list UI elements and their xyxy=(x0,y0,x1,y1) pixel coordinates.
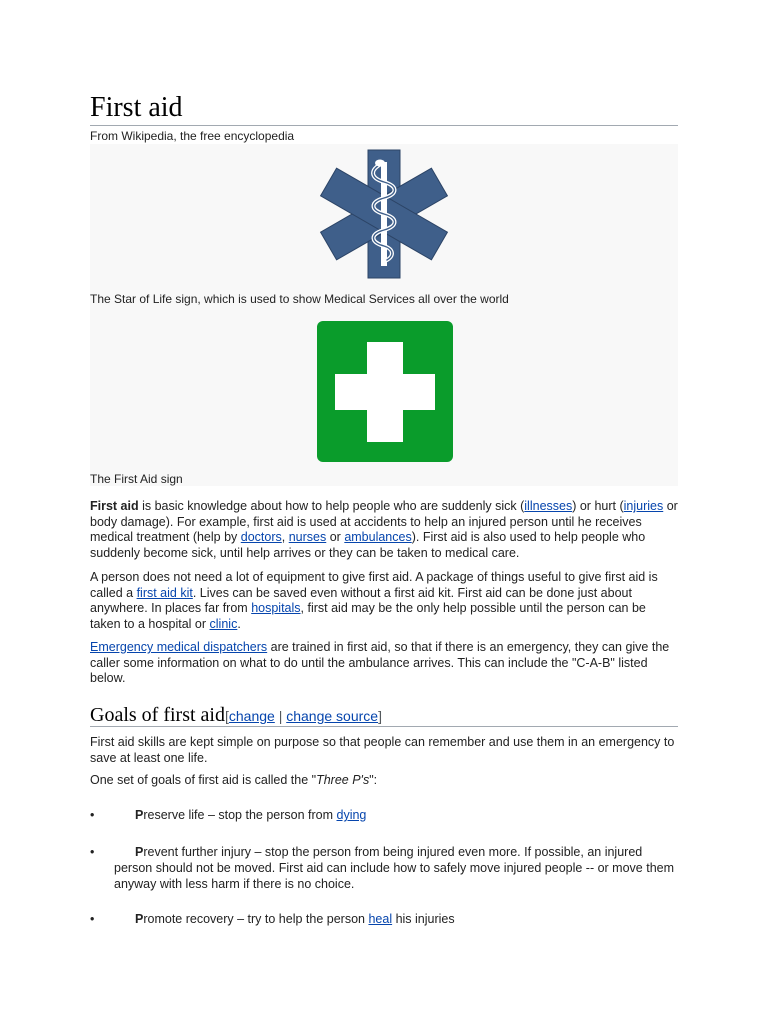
link-dying[interactable]: dying xyxy=(336,808,367,822)
initial-letter: P xyxy=(135,808,144,822)
three-ps-emphasis: Three P's xyxy=(316,773,370,787)
title-divider xyxy=(90,125,678,126)
section-heading-text: Goals of first aid xyxy=(90,704,225,726)
intro-paragraph-1 xyxy=(90,499,678,561)
link-ambulances[interactable]: ambulances xyxy=(344,530,412,545)
text: , xyxy=(281,530,289,545)
goals-paragraph-1: First aid skills are kept simple on purpose so that people can remember and use them in an emergency to save at least one life. xyxy=(90,735,675,765)
bracket: ] xyxy=(378,708,382,724)
text: revent further injury – stop the person from being injured even more. If possible, an injured person should not be moved. First aid can include how to safely move injured people -- or move them anyway with less harm if there is no choice. xyxy=(114,845,675,891)
star-of-life-caption: The Star of Life sign, which is used to show Medical Services all over the world xyxy=(90,292,509,306)
goals-paragraph-2 xyxy=(90,773,678,789)
link-clinic[interactable]: clinic xyxy=(209,616,238,631)
text: is basic knowledge about how to help people who are suddenly sick ( xyxy=(138,499,525,513)
link-injuries[interactable]: injuries xyxy=(623,499,664,513)
intro-paragraph-2 xyxy=(90,570,678,632)
text: ) or hurt ( xyxy=(572,499,624,513)
text: his injuries xyxy=(392,912,455,926)
text: are trained in first aid, so that if there is an emergency, they can give the caller some information on what to do until the ambulance arrives. This can include the "C-A-B" listed below. xyxy=(90,640,670,686)
text: ). First aid is also used to help people who suddenly become sick, until help arrives or they can be taken to medical care. xyxy=(90,530,646,560)
link-illnesses[interactable]: illnesses xyxy=(524,499,573,513)
list-item-text xyxy=(114,912,676,928)
bullet-icon: • xyxy=(90,912,95,926)
link-nurses[interactable]: nurses xyxy=(288,530,327,545)
bullet-icon: • xyxy=(90,808,95,822)
initial-letter: P xyxy=(135,845,144,859)
link-emergency-medical-dispatchers[interactable]: Emergency medical dispatchers xyxy=(90,640,268,654)
section-divider xyxy=(90,726,678,727)
first-aid-sign-image[interactable] xyxy=(316,320,454,463)
text: reserve life – stop the person from xyxy=(143,808,337,822)
text: , first aid may be the only help possible until the person can be taken to a hospital or xyxy=(90,601,646,631)
link-first-aid-kit[interactable]: first aid kit xyxy=(136,585,193,600)
first-aid-sign-caption: The First Aid sign xyxy=(90,472,183,486)
text: A person does not need a lot of equipment to give first aid. A package of things useful to give first aid is called a xyxy=(90,570,658,600)
section-edit-links xyxy=(225,708,382,724)
first-aid-cross-icon xyxy=(316,320,454,463)
text: or body damage). For example, first aid is used at accidents to help an injured person until he receives medical treatment (help by xyxy=(90,499,678,545)
link-heal[interactable]: heal xyxy=(368,912,393,926)
list-item-text xyxy=(114,845,676,892)
list-item-text xyxy=(114,808,676,824)
page-title: First aid xyxy=(90,92,183,123)
site-tagline: From Wikipedia, the free encyclopedia xyxy=(90,129,295,143)
text: ": xyxy=(369,773,378,787)
separator: | xyxy=(274,708,287,724)
initial-letter: P xyxy=(135,912,144,926)
text: romote recovery – try to help the person xyxy=(143,912,369,926)
edit-change-link[interactable]: change xyxy=(228,708,275,724)
intro-paragraph-3 xyxy=(90,640,678,687)
bullet-icon: • xyxy=(90,845,95,859)
star-of-life-image[interactable] xyxy=(318,148,450,280)
text: One set of goals of first aid is called the " xyxy=(90,773,317,787)
text: . xyxy=(237,616,241,631)
edit-change-source-link[interactable]: change source xyxy=(286,708,379,724)
link-hospitals[interactable]: hospitals xyxy=(251,601,301,616)
term-bold: First aid xyxy=(90,499,139,513)
bracket: [ xyxy=(224,708,229,724)
star-of-life-icon xyxy=(318,148,450,280)
text: or xyxy=(326,530,345,545)
link-doctors[interactable]: doctors xyxy=(240,530,282,545)
section-heading-goals xyxy=(90,702,382,729)
text: . Lives can be saved even without a first aid kit. First aid can be done just about anywhere. In places far from xyxy=(90,585,632,616)
